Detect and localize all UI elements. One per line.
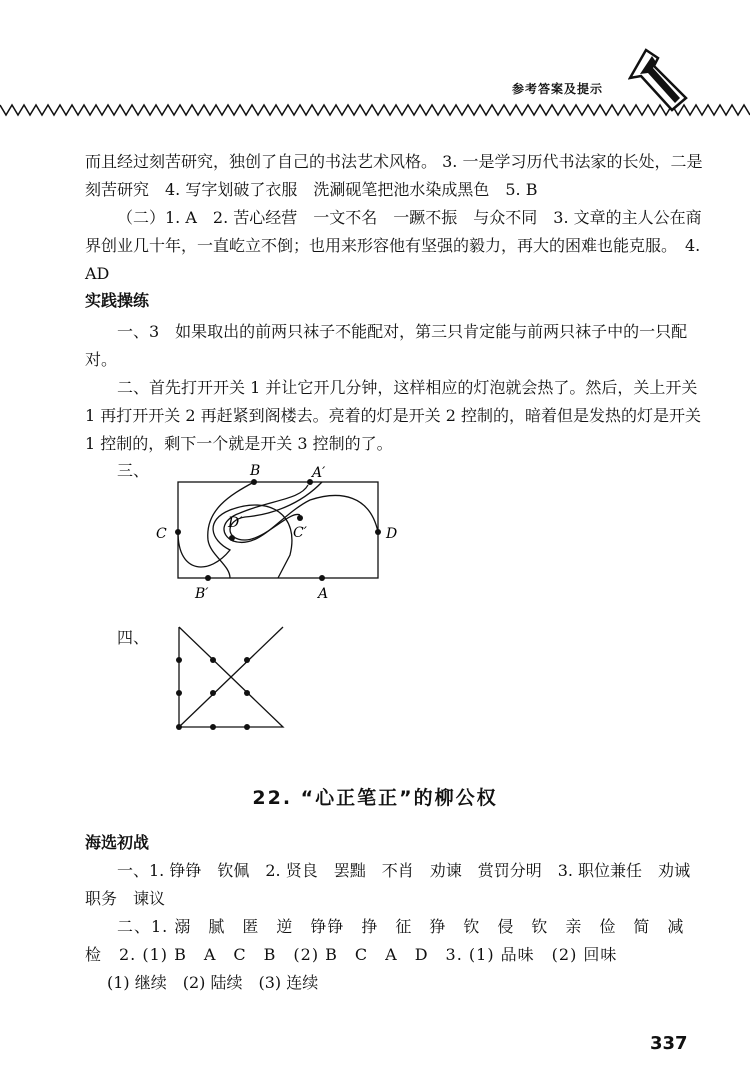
point-label-d-prime: D′: [228, 515, 243, 531]
point-label-a: A: [318, 586, 329, 602]
path-diagram-figure: [150, 455, 410, 605]
point-label-d: D: [386, 526, 398, 542]
point-label-a-prime: A′: [312, 465, 326, 481]
page-number: 337: [650, 1033, 688, 1054]
header-title: 参考答案及提示: [512, 82, 604, 96]
answer-paragraph-1: 而且经过刻苦研究，独创了自己的书法艺术风格。 3. 一是学习历代书法家的长处，二是刻苦研究 4. 写字划破了衣服 洗涮砚笔把池水染成黑色 5. B: [85, 152, 703, 199]
point-label-b-prime: B′: [195, 586, 209, 602]
practice-answer-2: 二、首先打开开关 1 并让它开几分钟，这样相应的灯泡就会热了。然后，关上开关 1 再打开开关 2 再赶紧到阁楼去。亮着的灯是开关 2 控制的，暗着但是发热的灯是开关 1 控制的，剩下一个就是开关 3 控制的了。: [85, 378, 701, 453]
point-label-c: C: [156, 526, 167, 542]
question-4-label: 四、: [117, 628, 150, 647]
dot-line-puzzle-figure: [165, 615, 290, 740]
section-heading-selection: 海选初战: [85, 833, 150, 852]
chapter-title: 22. “心正笔正”的柳公权: [252, 787, 498, 809]
question-3-label: 三、: [117, 461, 150, 480]
selection-answer-2: 二、1. 溺 腻 匿 逆 铮铮 挣 征 狰 钦 侵 钦 亲 俭 简 减 检 2. (1) B A C B (2) B C A D 3. (1) 品味 (2) 回味: [85, 917, 702, 964]
page-header: [0, 0, 750, 130]
point-label-c-prime: C′: [293, 525, 307, 541]
point-label-b: B: [250, 463, 261, 479]
selection-answer-3: (1) 继续 (2) 陆续 (3) 连续: [107, 973, 319, 992]
selection-answer-1: 一、1. 铮铮 钦佩 2. 贤良 罢黜 不肖 劝谏 赏罚分明 3. 职位兼任 劝诫 职务 谏议: [85, 861, 707, 908]
practice-answer-1: 一、3 如果取出的前两只袜子不能配对，第三只肯定能与前两只袜子中的一只配对。: [85, 322, 688, 369]
answer-paragraph-2: （二）1. A 2. 苦心经营 一文不名 一蹶不振 与众不同 3. 文章的主人公在商界创业几十年，一直屹立不倒；也用来形容他有坚强的毅力，再大的困难也能克服。 4. AD: [85, 208, 702, 283]
arrow-up-icon: [628, 48, 692, 112]
section-heading-practice: 实践操练: [85, 291, 150, 310]
